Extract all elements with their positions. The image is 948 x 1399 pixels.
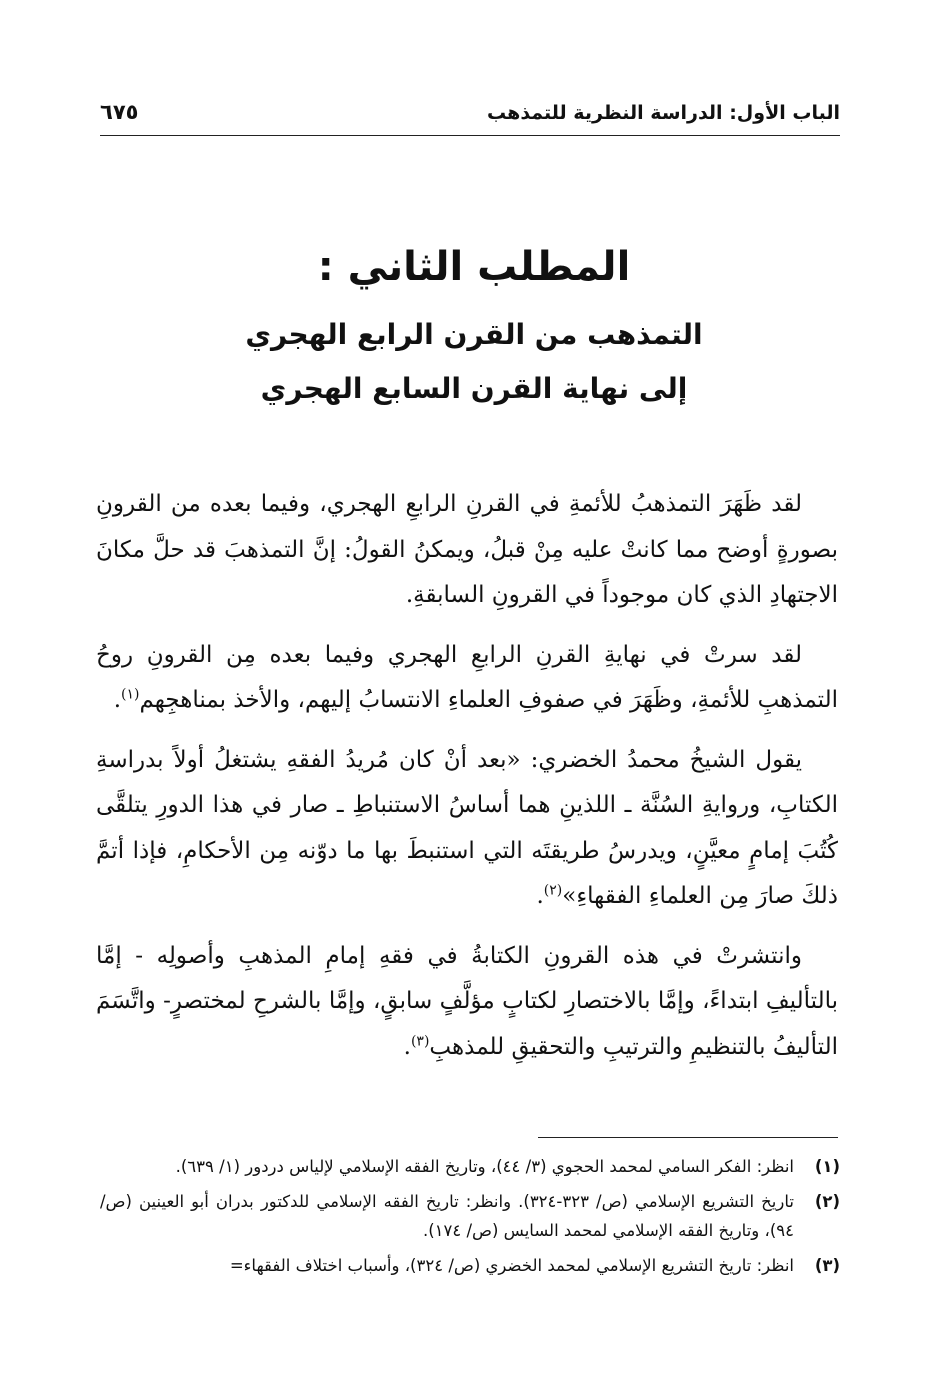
footnote-ref-2[interactable]: (٢) xyxy=(543,882,563,899)
footnote-number: (١) xyxy=(814,1157,840,1176)
paragraph-3-text: يقول الشيخُ محمدُ الخضري: «بعد أنْ كان مُريدُ الفقهِ يشتغلُ أولاً بدراسةِ الكتابِ، وروايةِ السُنَّة ـ اللذينِ هما أساسُ الاستنباطِ ـ صار في هذا الدورِ يتلقَّى كُتُبَ إمامٍ معيَّنٍ، ويدرسُ طريقتَه التي استنبطَ بها ما دوّنه مِن الأحكامِ، فإذا أتمَّ ذلكَ صارَ مِن العلماءِ الفقهاءِ» xyxy=(96,746,838,909)
footnote-ref-1[interactable]: (١) xyxy=(121,686,140,703)
section-label: المطلب الثاني : xyxy=(317,244,631,290)
body-text xyxy=(96,482,838,1084)
page-number: ٦٧٥ xyxy=(100,100,139,124)
paragraph-4 xyxy=(96,934,838,1071)
paragraph-1-text: لقد ظَهَرَ التمذهبُ للأئمةِ في القرنِ الرابعِ الهجري، وفيما بعده من القرونِ بصورةٍ أوضح مما كانتْ عليه مِنْ قبلُ، ويمكنُ القولُ: إنَّ التمذهبَ قد حلَّ مكانَ الاجتهادِ الذي كان موجوداً في القرونِ السابقةِ. xyxy=(96,491,838,608)
paragraph-4-end: . xyxy=(403,1033,411,1060)
footnote-ref-3[interactable]: (٣) xyxy=(410,1032,430,1049)
paragraph-3-end: . xyxy=(536,883,544,909)
paragraph-3 xyxy=(96,738,838,920)
footnote-number: (٢) xyxy=(814,1192,840,1211)
paragraph-2-end: . xyxy=(113,687,121,713)
footnote-number: (٣) xyxy=(814,1256,840,1275)
paragraph-2 xyxy=(96,633,838,724)
header-divider xyxy=(100,135,840,136)
footnote xyxy=(100,1152,840,1181)
footnote xyxy=(100,1187,840,1245)
footnote-text: انظر: تاريخ التشريع الإسلامي لمحمد الخضري (ص/ ٣٢٤)، وأسباب اختلاف الفقهاء= xyxy=(229,1256,794,1275)
paragraph-1 xyxy=(96,482,838,619)
footnote-divider xyxy=(538,1137,838,1138)
section-title-line-2: إلى نهاية القرن السابع الهجري xyxy=(260,372,688,405)
footnote-text: انظر: الفكر السامي لمحمد الحجوي (٣/ ٤٤)، وتاريخ الفقه الإسلامي لإلياس دردور (١/ ٦٣٩). xyxy=(175,1157,794,1176)
footnote-text: تاريخ التشريع الإسلامي (ص/ ٣٢٣-٣٢٤). وانظر: تاريخ الفقه الإسلامي للدكتور بدران أبو العينين (ص/ ٩٤)، وتاريخ الفقه الإسلامي لمحمد السايس (ص/ ١٧٤). xyxy=(100,1192,794,1240)
section-title-line-1: التمذهب من القرن الرابع الهجري xyxy=(245,318,703,351)
running-header xyxy=(100,96,840,136)
paragraph-4-text: وانتشرتْ في هذه القرونِ الكتابةُ في فقهِ إمامِ المذهبِ وأصولِه - إمَّا بالتأليفِ ابتداءً، وإمَّا بالاختصارِ لكتابٍ مؤلَّفٍ سابقٍ، وإمَّا بالشرحِ لمختصرٍ- واتَّسَمَ التأليفُ بالتنظيمِ والترتيبِ والتحقيقِ للمذهبِ xyxy=(96,942,838,1060)
paragraph-2-text: لقد سرتْ في نهايةِ القرنِ الرابعِ الهجري وفيما بعده مِن القرونِ روحُ التمذهبِ للأئمةِ، وظَهَرَ في صفوفِ العلماءِ الانتسابُ إليهم، والأخذ بمناهجِهم xyxy=(96,641,838,713)
footnote xyxy=(100,1251,840,1280)
footnotes xyxy=(100,1152,840,1286)
chapter-title: الباب الأول: الدراسة النظرية للتمذهب xyxy=(487,102,840,124)
